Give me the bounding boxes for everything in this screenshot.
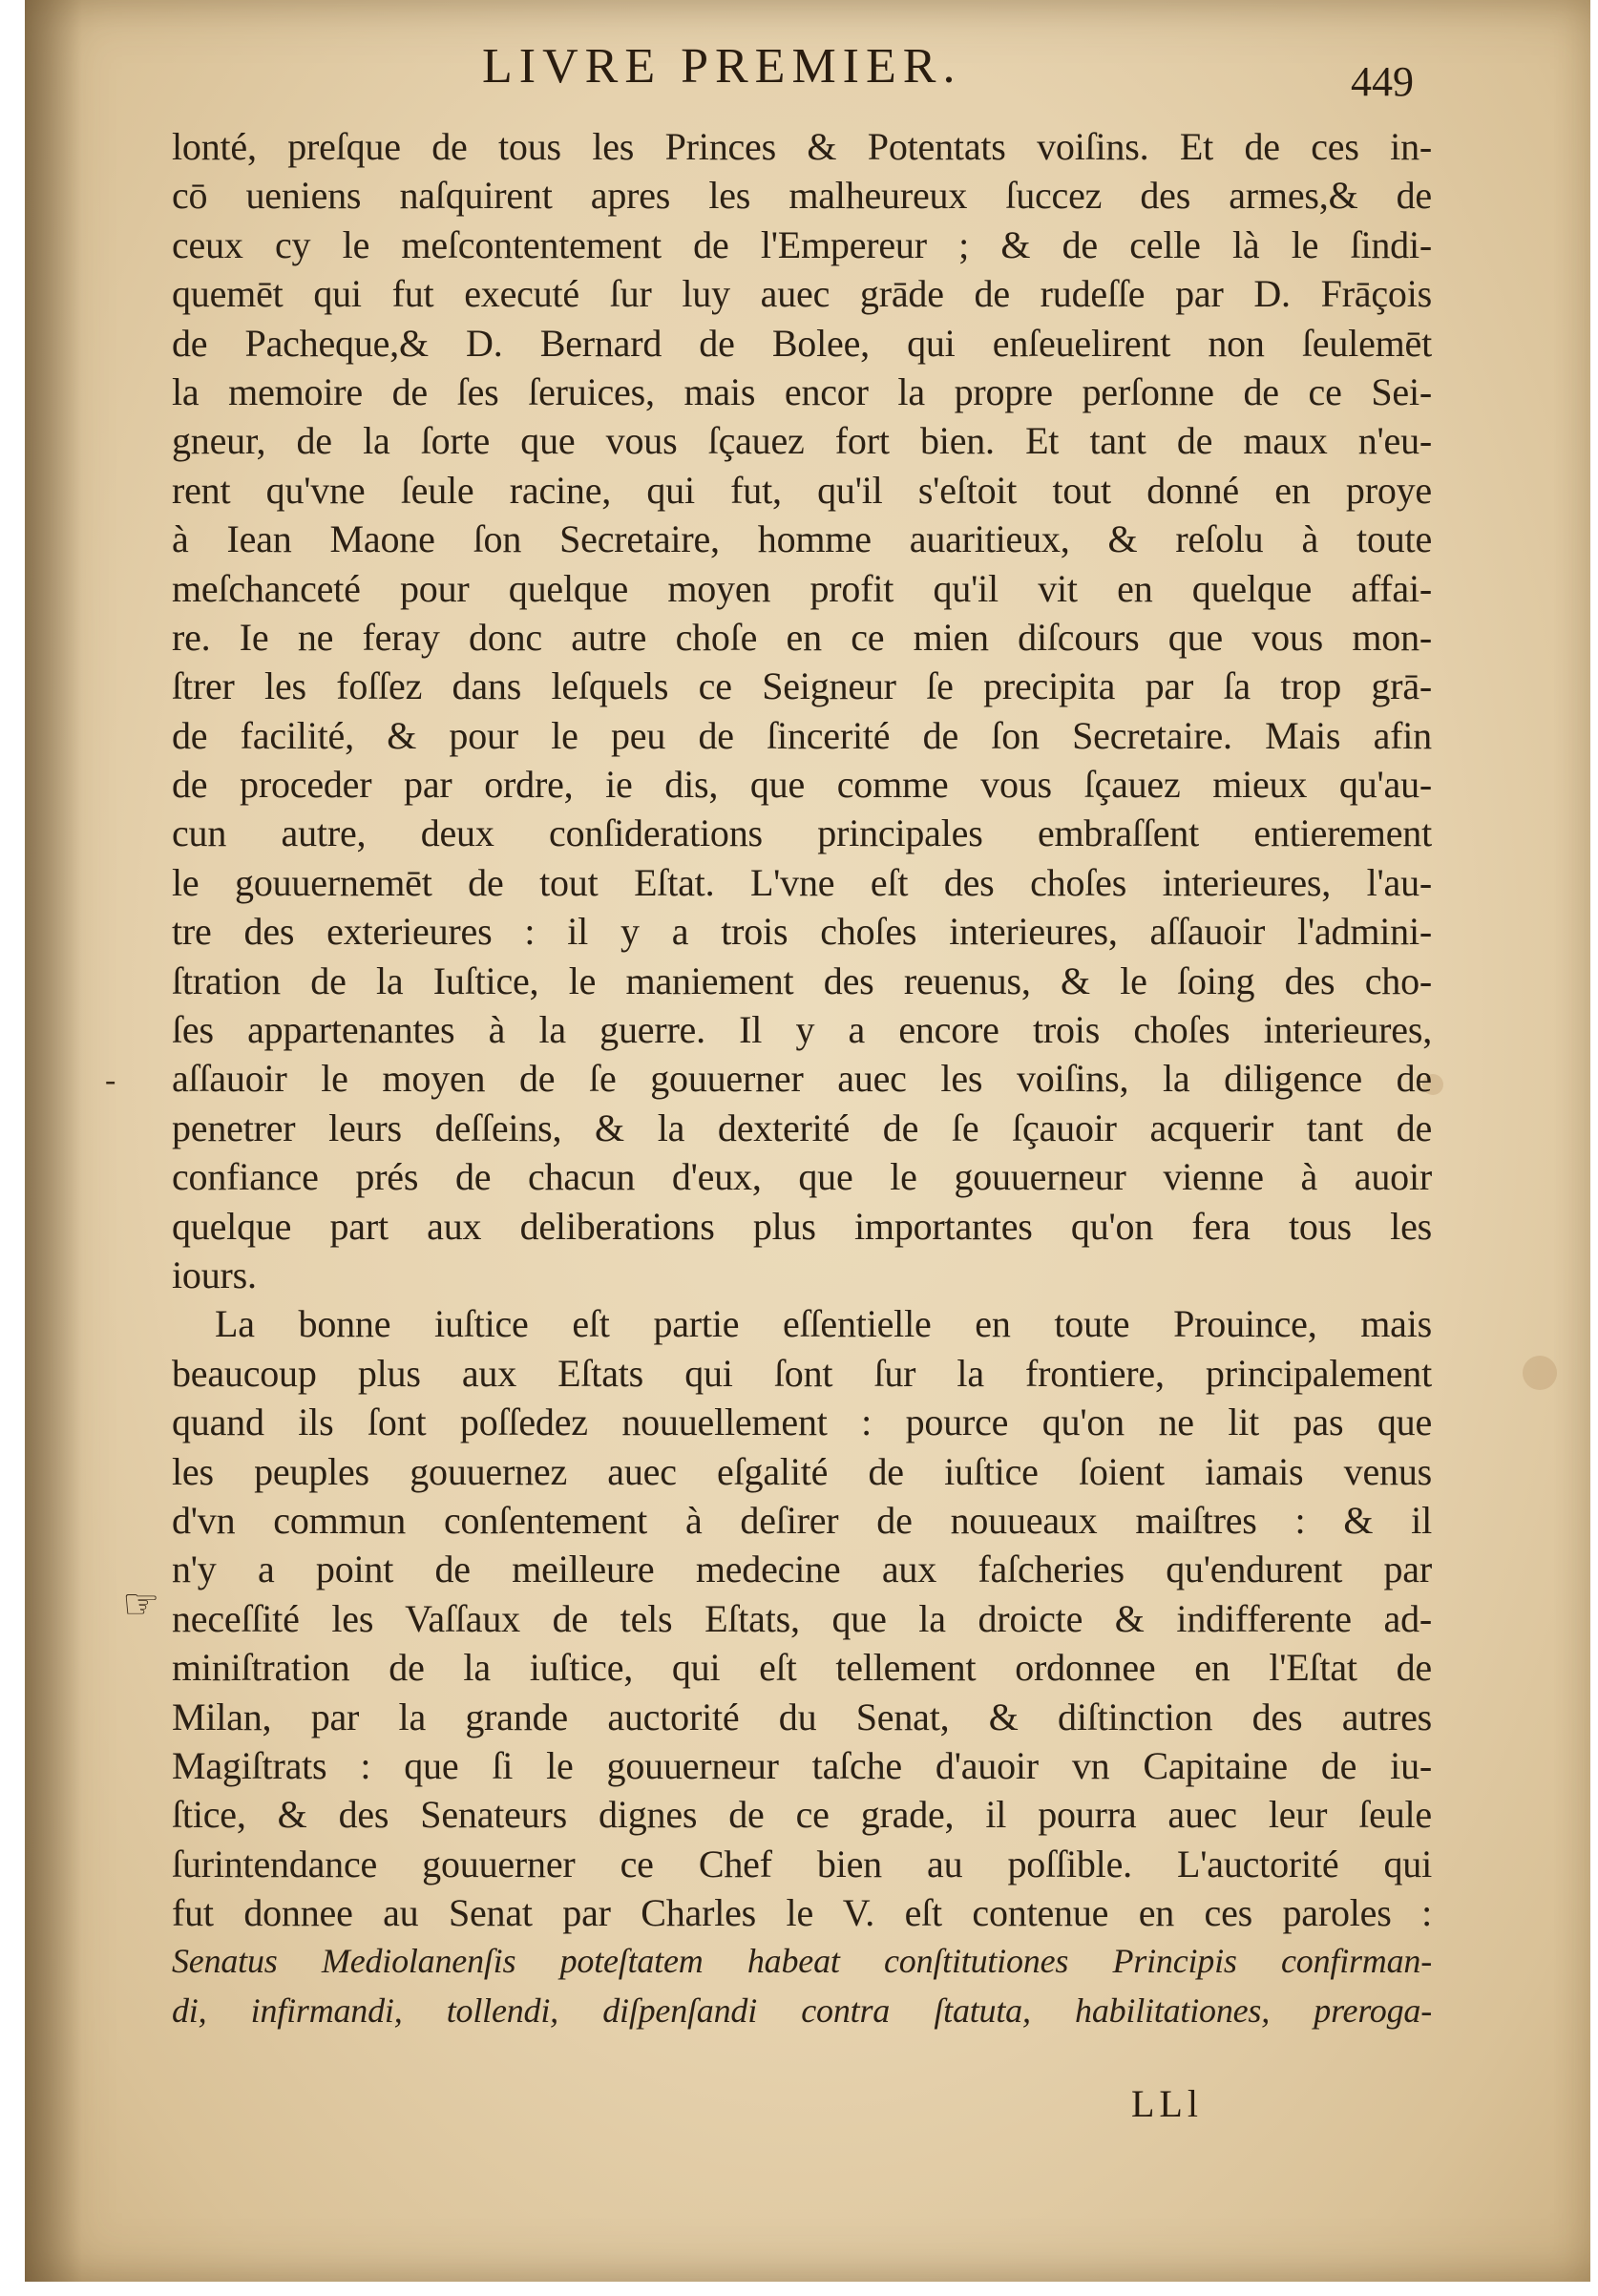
text-line: beaucoup plus aux Eſtats qui ſont ſur la frontiere, principalement xyxy=(172,1351,1432,1395)
text-line: cō ueniens naſquirent apres les malheureux ſuccez des armes,& de xyxy=(172,174,1432,218)
paragraph-start-line: La bonne iuſtice eſt partie eſſentielle en toute Prouince, mais xyxy=(215,1302,1432,1346)
text-line: ſtice, & des Senateurs dignes de ce grade, il pourra auec leur ſeule xyxy=(172,1793,1432,1837)
text-line: tre des exterieures : il y a trois choſes interieures, aſſauoir l'admini- xyxy=(172,910,1432,954)
paper-stain xyxy=(1523,1356,1557,1390)
text-line: de Pacheque,& D. Bernard de Bolee, qui enſeuelirent non ſeulemēt xyxy=(172,321,1432,365)
text-line: confiance prés de chacun d'eux, que le gouuerneur vienne à auoir xyxy=(172,1155,1432,1199)
text-line: cun autre, deux conſiderations principales embraſſent entierement xyxy=(172,811,1432,855)
text-line: meſchanceté pour quelque moyen profit qu'il vit en quelque affai- xyxy=(172,566,1432,610)
text-line: neceſſité les Vaſſaux de tels Eſtats, que la droicte & indifferente ad- xyxy=(172,1596,1432,1640)
page-gutter-shadow xyxy=(25,0,82,2282)
text-line: la memoire de ſes ſeruices, mais encor la propre perſonne de ce Sei- xyxy=(172,369,1432,413)
text-line: ſtration de la Iuſtice, le maniement des reuenus, & le ſoing des cho- xyxy=(172,958,1432,1002)
text-line: quand ils ſont poſſedez nouuellement : pource qu'on ne lit pas que xyxy=(172,1401,1432,1444)
text-line: re. Ie ne feray donc autre choſe en ce mien diſcours que vous mon- xyxy=(172,615,1432,659)
text-line: lonté, preſque de tous les Princes & Potentats voiſins. Et de ces in- xyxy=(172,125,1432,168)
text-line: de proceder par ordre, ie dis, que comme vous ſçauez mieux qu'au- xyxy=(172,763,1432,807)
text-line: Magiſtrats : que ſi le gouuerneur taſche d'auoir vn Capitaine de iu- xyxy=(172,1743,1432,1787)
text-line: les peuples gouuernez auec eſgalité de iuſtice ſoient iamais venus xyxy=(172,1449,1432,1493)
text-line: quelque part aux deliberations plus importantes qu'on fera tous les xyxy=(172,1204,1432,1248)
margin-annotation-mark: - xyxy=(105,1063,116,1098)
text-line: à Iean Maone ſon Secretaire, homme auaritieux, & reſolu à toute xyxy=(172,517,1432,561)
margin-annotation-mark: ☞ xyxy=(122,1581,160,1628)
page-number: 449 xyxy=(1351,58,1414,105)
text-line: quemēt qui fut executé ſur luy auec grāde de rudeſſe par D. Frāçois xyxy=(172,272,1432,316)
latin-quote-line: Senatus Mediolanenſis poteſtatem habeat conſtitutiones Principis confirman- xyxy=(172,1942,1432,1981)
text-line: rent qu'vne ſeule racine, qui fut, qu'il s'eſtoit tout donné en proye xyxy=(172,468,1432,512)
text-line: n'y a point de meilleure medecine aux faſcheries qu'endurent par xyxy=(172,1548,1432,1591)
text-line: penetrer leurs deſſeins, & la dexterité de ſe ſçauoir acquerir tant de xyxy=(172,1106,1432,1149)
signature-mark: LLl xyxy=(1131,2082,1203,2125)
text-line: Milan, par la grande auctorité du Senat, & diſtinction des autres xyxy=(172,1695,1432,1738)
text-line: de facilité, & pour le peu de ſincerité de ſon Secretaire. Mais afin xyxy=(172,713,1432,757)
text-line: fut donnee au Senat par Charles le V. eſt contenue en ces paroles : xyxy=(172,1891,1432,1935)
body-text xyxy=(172,122,1432,2035)
text-line: d'vn commun conſentement à deſirer de nouueaux maiſtres : & il xyxy=(172,1498,1432,1542)
text-line: ſtrer les foſſez dans leſquels ce Seigneur ſe precipita par ſa trop grā- xyxy=(172,664,1432,708)
text-line: ceux cy le meſcontentement de l'Empereur ; & de celle là le ſindi- xyxy=(172,222,1432,266)
latin-quote-line: di, infirmandi, tollendi, diſpenſandi contra ſtatuta, habilitationes, preroga- xyxy=(172,1991,1432,2030)
text-line: ſurintendance gouuerner ce Chef bien au poſſible. L'auctorité qui xyxy=(172,1842,1432,1885)
text-line: gneur, de la ſorte que vous ſçauez fort bien. Et tant de maux n'eu- xyxy=(172,419,1432,463)
text-line: le gouuernemēt de tout Eſtat. L'vne eſt des choſes interieures, l'au- xyxy=(172,860,1432,904)
running-header: LIVRE PREMIER. xyxy=(482,39,962,94)
text-line: aſſauoir le moyen de ſe gouuerner auec les voiſins, la diligence de xyxy=(172,1057,1432,1101)
text-line: ſes appartenantes à la guerre. Il y a encore trois choſes interieures, xyxy=(172,1008,1432,1052)
text-line: iours. xyxy=(172,1253,257,1296)
text-line: miniſtration de la iuſtice, qui eſt tellement ordonnee en l'Eſtat de xyxy=(172,1646,1432,1690)
